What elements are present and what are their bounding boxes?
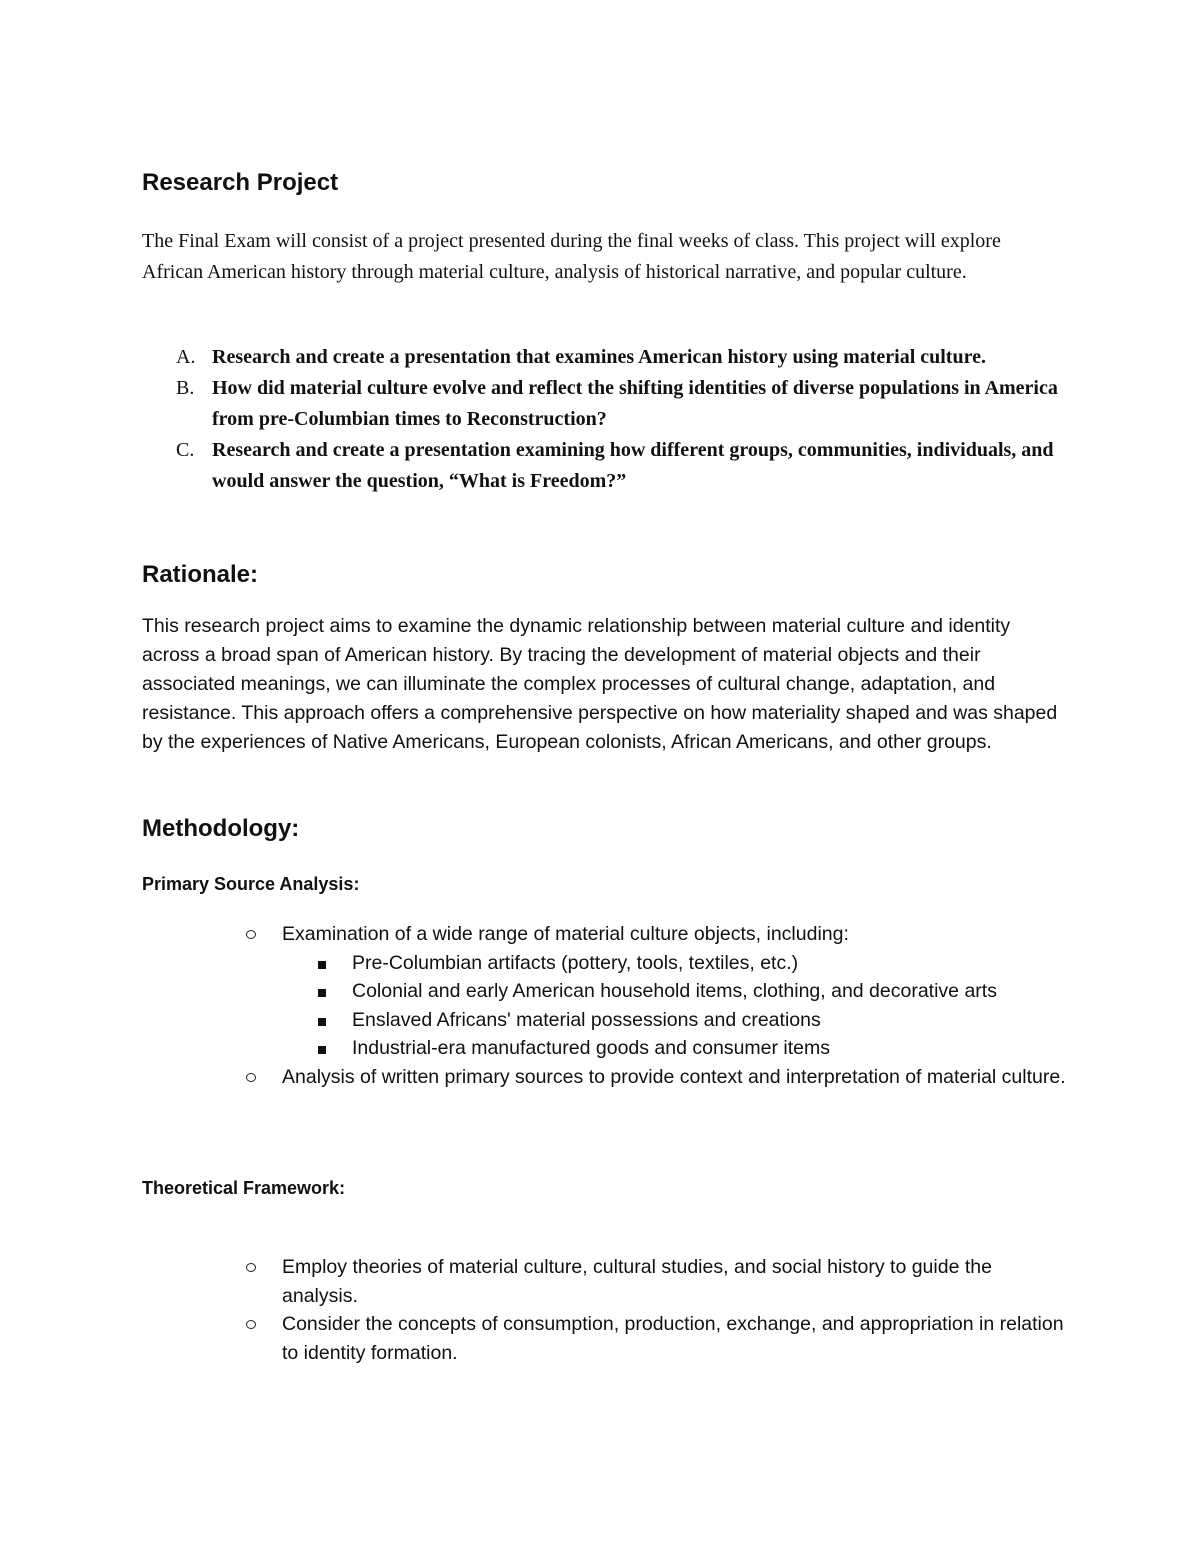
hollow-circle-bullet-icon xyxy=(246,1320,256,1329)
prompt-text: Research and create a presentation examining how different groups, communities, individuals, and would answer the question, “What is Freedom?” xyxy=(212,439,1054,492)
list-item xyxy=(142,920,1072,1063)
prompt-marker: C. xyxy=(176,439,195,461)
sublist-item xyxy=(282,977,1072,1006)
theoretical-framework-heading: Theoretical Framework: xyxy=(142,1178,346,1198)
prompt-item xyxy=(142,342,1072,373)
primary-source-list xyxy=(142,920,1072,1091)
list-item xyxy=(142,1063,1072,1092)
list-item-text: Analysis of written primary sources to provide context and interpretation of material culture. xyxy=(282,1065,1066,1088)
sublist-item-text: Pre-Columbian artifacts (pottery, tools, textiles, etc.) xyxy=(352,951,799,974)
sublist-item xyxy=(282,1006,1072,1035)
square-bullet-icon xyxy=(318,1018,326,1026)
list-item-text: Employ theories of material culture, cultural studies, and social history to guide the analysis. xyxy=(282,1256,992,1307)
sublist-item xyxy=(282,949,1072,978)
square-bullet-icon xyxy=(318,961,326,969)
square-bullet-icon xyxy=(318,989,326,997)
sublist-item-text: Colonial and early American household items, clothing, and decorative arts xyxy=(352,980,997,1002)
list-item-text: Consider the concepts of consumption, production, exchange, and appropriation in relation to identity formation. xyxy=(282,1313,1064,1364)
hollow-circle-bullet-icon xyxy=(246,930,256,939)
list-item-text: Examination of a wide range of material culture objects, including: xyxy=(282,923,849,945)
prompt-text: Research and create a presentation that examines American history using material culture. xyxy=(212,346,986,368)
primary-source-heading: Primary Source Analysis: xyxy=(142,874,360,894)
hollow-circle-bullet-icon xyxy=(246,1263,256,1272)
square-bullet-icon xyxy=(318,1046,326,1054)
sublist-item-text: Industrial-era manufactured goods and consumer items xyxy=(352,1037,830,1059)
list-item xyxy=(142,1310,1072,1367)
prompt-text: How did material culture evolve and reflect the shifting identities of diverse populations in America from pre-Columbian times to Reconstruction? xyxy=(212,377,1058,430)
prompt-marker: A. xyxy=(176,346,196,368)
prompt-item xyxy=(142,435,1072,497)
prompt-list xyxy=(142,342,1072,497)
sublist-item-text: Enslaved Africans' material possessions and creations xyxy=(352,1008,821,1031)
sublist-item xyxy=(282,1034,1072,1063)
document-title: Research Project xyxy=(142,169,339,196)
methodology-heading: Methodology: xyxy=(142,815,300,842)
prompt-marker: B. xyxy=(176,377,195,399)
list-item xyxy=(142,1253,1072,1310)
theoretical-framework-list xyxy=(142,1253,1072,1367)
intro-paragraph: The Final Exam will consist of a project presented during the final weeks of class. This project will explore African American history through material culture, analysis of historical narrative, and popular culture. xyxy=(142,230,1001,283)
hollow-circle-bullet-icon xyxy=(246,1073,256,1082)
artifact-sublist xyxy=(282,949,1072,1063)
prompt-item xyxy=(142,373,1072,435)
rationale-heading: Rationale: xyxy=(142,561,259,588)
rationale-paragraph: This research project aims to examine the dynamic relationship between material culture and identity across a broad span of American history. By tracing the development of material objects and their associated meanings, we can illuminate the complex processes of cultural change, adaptation, and resistance. This approach offers a comprehensive perspective on how materiality shaped and was shaped by the experiences of Native Americans, European colonists, African Americans, and other groups. xyxy=(142,615,1058,753)
